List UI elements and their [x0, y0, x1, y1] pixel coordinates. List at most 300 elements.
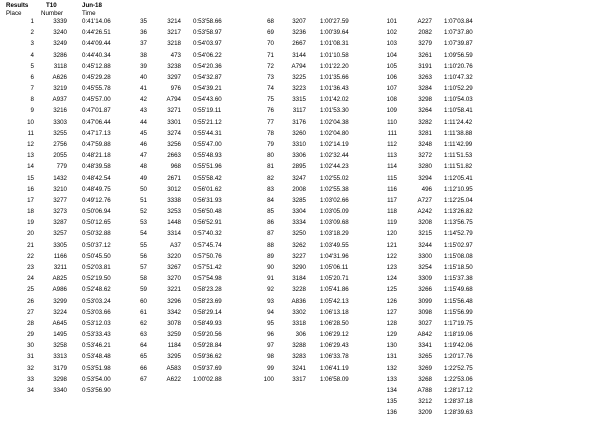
time-cell: 0:55'44.31 — [193, 129, 222, 137]
place-cell: 4 — [30, 51, 34, 59]
number-cell: 3298 — [53, 375, 67, 383]
place-cell: 130 — [386, 342, 397, 350]
time-cell: 1:02'32.44 — [320, 152, 349, 160]
results-heading: Results — [6, 2, 29, 9]
number-cell: A242 — [417, 208, 432, 216]
number-cell: 3209 — [418, 409, 432, 417]
place-cell: 129 — [386, 331, 397, 339]
time-cell: 1:11'51.53 — [444, 152, 473, 160]
time-cell: 1:05'20.71 — [320, 275, 349, 283]
time-cell: 0:53'54.00 — [82, 375, 111, 383]
number-cell: 1432 — [53, 174, 67, 182]
number-cell: 473 — [170, 51, 181, 59]
time-cell: 0:55'19.11 — [193, 107, 222, 115]
place-cell: 109 — [386, 107, 397, 115]
place-cell: 123 — [386, 263, 397, 271]
place-cell: 88 — [267, 241, 274, 249]
number-cell: A622 — [166, 375, 181, 383]
place-cell: 115 — [387, 174, 397, 182]
time-cell: 1:01'36.43 — [320, 85, 349, 93]
number-cell: 3220 — [167, 252, 181, 260]
number-cell: 2895 — [292, 163, 306, 171]
time-cell: 0:55'58.42 — [193, 174, 222, 182]
number-cell: 496 — [421, 185, 432, 193]
place-cell: 112 — [387, 140, 397, 148]
time-cell: 0:49'12.76 — [82, 196, 111, 204]
time-cell: 1:10'58.41 — [444, 107, 473, 115]
time-cell: 1:14'52.79 — [444, 230, 473, 238]
place-cell: 8 — [30, 96, 34, 104]
place-cell: 65 — [140, 353, 147, 361]
place-cell: 126 — [386, 297, 397, 305]
number-cell: A986 — [52, 286, 67, 294]
number-cell: 3219 — [53, 85, 67, 93]
time-cell: 1:15'37.38 — [444, 275, 473, 283]
number-cell: 3255 — [53, 129, 67, 137]
number-cell: A37 — [169, 241, 181, 249]
number-cell: 3273 — [53, 208, 67, 216]
number-cell: 3290 — [292, 263, 306, 271]
place-cell: 113 — [387, 152, 397, 160]
place-cell: 121 — [386, 241, 397, 249]
place-cell: 28 — [27, 319, 34, 327]
number-cell: 3265 — [418, 353, 432, 361]
time-cell: 0:53'58.66 — [193, 18, 222, 25]
time-cell: 1:22'52.75 — [444, 364, 473, 372]
time-cell: 1:15'56.99 — [444, 308, 473, 316]
place-cell: 100 — [263, 375, 274, 383]
time-cell: 1:19'42.06 — [444, 342, 473, 350]
time-cell: 0:47'06.44 — [82, 118, 111, 126]
number-cell: 1184 — [167, 342, 181, 350]
time-cell: 1:10'54.03 — [444, 96, 473, 104]
place-cell: 93 — [267, 297, 274, 305]
place-cell: 131 — [386, 353, 397, 361]
number-cell: 3184 — [292, 275, 306, 283]
place-cell: 99 — [267, 364, 274, 372]
place-cell: 54 — [140, 230, 147, 238]
place-cell: 104 — [386, 51, 397, 59]
number-cell: 3280 — [418, 163, 432, 171]
place-cell: 59 — [140, 286, 147, 294]
time-cell: 1:07'03.84 — [444, 18, 473, 25]
place-cell: 101 — [386, 18, 397, 25]
time-cell: 0:57'40.32 — [193, 230, 222, 238]
time-cell: 1:03'05.09 — [320, 208, 349, 216]
place-cell: 114 — [387, 163, 397, 171]
number-cell: 3250 — [292, 230, 306, 238]
place-cell: 116 — [387, 185, 397, 193]
time-cell: 1:11'38.88 — [444, 129, 473, 137]
time-cell: 0:50'45.50 — [82, 252, 111, 260]
number-cell: 3215 — [418, 230, 432, 238]
number-cell: 3341 — [418, 342, 432, 350]
number-cell: 1448 — [167, 219, 181, 227]
number-cell: 3218 — [167, 40, 181, 48]
number-cell: 3281 — [418, 129, 432, 137]
place-cell: 64 — [140, 342, 147, 350]
place-cell: 94 — [267, 308, 274, 316]
number-cell: A825 — [52, 275, 67, 283]
place-cell: 34 — [27, 386, 34, 394]
place-cell: 117 — [387, 196, 397, 204]
time-cell: 0:53'03.66 — [82, 308, 111, 316]
time-cell: 1:06'28.50 — [320, 319, 349, 327]
place-cell: 56 — [140, 252, 147, 260]
number-cell: 3027 — [418, 319, 432, 327]
place-cell: 81 — [267, 163, 274, 171]
place-cell: 134 — [386, 386, 397, 394]
number-cell: 2663 — [167, 152, 181, 160]
number-cell: 3117 — [292, 107, 306, 115]
number-cell: 3260 — [292, 129, 306, 137]
number-cell: 3225 — [292, 73, 306, 81]
number-cell: 3338 — [167, 196, 181, 204]
time-cell: 1:15'18.50 — [444, 263, 473, 271]
place-cell: 111 — [387, 129, 397, 137]
time-cell: 1:00'39.64 — [320, 29, 349, 37]
place-cell: 17 — [27, 196, 34, 204]
time-cell: 1:11'24.42 — [444, 118, 473, 126]
time-cell: 0:48'49.75 — [82, 185, 111, 193]
number-cell: 3012 — [167, 185, 181, 193]
place-cell: 72 — [267, 62, 274, 70]
time-cell: 1:06'29.12 — [320, 331, 349, 339]
number-cell: 3282 — [418, 118, 432, 126]
time-cell: 0:50'37.12 — [82, 241, 111, 249]
time-cell: 0:54'39.21 — [193, 85, 222, 93]
time-cell: 1:03'02.66 — [320, 196, 349, 204]
number-cell: 3216 — [53, 107, 67, 115]
place-cell: 38 — [140, 51, 147, 59]
time-cell: 0:59'37.69 — [193, 364, 222, 372]
number-cell: 3236 — [292, 29, 306, 37]
number-cell: A794 — [291, 62, 306, 70]
number-cell: 3262 — [292, 241, 306, 249]
place-cell: 80 — [267, 152, 274, 160]
number-cell: 3240 — [53, 29, 67, 37]
time-cell: 0:58'49.93 — [193, 319, 222, 327]
time-cell: 1:06'33.78 — [320, 353, 349, 361]
number-cell: 968 — [170, 163, 181, 171]
place-cell: 122 — [386, 252, 397, 260]
place-cell: 43 — [140, 107, 147, 115]
place-cell: 119 — [387, 219, 397, 227]
number-cell: 3287 — [53, 219, 67, 227]
place-cell: 48 — [140, 163, 147, 171]
place-cell: 128 — [386, 319, 397, 327]
place-cell: 89 — [267, 252, 274, 260]
time-cell: 1:12'25.04 — [444, 196, 473, 204]
time-cell: 1:07'39.87 — [444, 40, 473, 48]
time-cell: 1:09'56.59 — [444, 51, 473, 59]
number-cell: 3258 — [53, 342, 67, 350]
time-cell: 0:57'45.74 — [193, 241, 222, 249]
place-cell: 18 — [27, 208, 34, 216]
number-cell: 3221 — [167, 286, 181, 294]
number-cell: 3310 — [292, 140, 306, 148]
date-label: Jun-18 — [82, 2, 102, 9]
number-cell: 3256 — [167, 140, 181, 148]
time-cell: 0:50'12.65 — [82, 219, 111, 227]
number-cell: 3098 — [418, 308, 432, 316]
number-cell: 3277 — [53, 196, 67, 204]
number-cell: 3247 — [292, 174, 306, 182]
number-cell: 3340 — [53, 386, 67, 394]
time-cell: 0:58'23.28 — [193, 286, 222, 294]
number-cell: 3270 — [167, 275, 181, 283]
place-cell: 103 — [386, 40, 397, 48]
time-cell: 1:13'26.82 — [444, 208, 473, 216]
place-cell: 6 — [30, 73, 34, 81]
time-cell: 0:48'21.18 — [82, 152, 111, 160]
time-cell: 0:55'47.00 — [193, 140, 222, 148]
time-cell: 1:05'41.86 — [320, 286, 349, 294]
time-cell: 1:28'17.12 — [444, 386, 473, 394]
place-cell: 98 — [267, 353, 274, 361]
time-cell: 1:01'22.20 — [320, 62, 349, 70]
time-cell: 1:20'17.76 — [444, 353, 473, 361]
number-cell: 2082 — [418, 29, 432, 37]
time-cell: 0:58'29.14 — [193, 308, 222, 316]
place-cell: 107 — [386, 85, 397, 93]
place-cell: 51 — [140, 196, 147, 204]
place-cell: 55 — [140, 241, 147, 249]
time-cell: 1:01'42.02 — [320, 96, 349, 104]
time-cell: 1:00'27.59 — [320, 18, 349, 25]
time-cell: 1:17'19.75 — [444, 319, 473, 327]
number-cell: 3272 — [418, 152, 432, 160]
number-cell: 3302 — [292, 308, 306, 316]
place-cell: 77 — [267, 118, 274, 126]
place-cell: 92 — [267, 286, 274, 294]
time-cell: 0:59'28.84 — [193, 342, 222, 350]
number-cell: 3179 — [53, 364, 67, 372]
time-cell: 0:53'56.90 — [82, 386, 111, 394]
time-cell: 0:48'39.58 — [82, 163, 111, 171]
place-cell: 1 — [30, 18, 34, 25]
place-cell: 68 — [267, 18, 274, 25]
number-cell: 3294 — [418, 174, 432, 182]
number-cell: 3296 — [167, 297, 181, 305]
number-cell: 3261 — [418, 51, 432, 59]
number-cell: 3253 — [167, 208, 181, 216]
time-cell: 0:56'52.91 — [193, 219, 222, 227]
place-cell: 69 — [267, 29, 274, 37]
number-cell: 2756 — [53, 140, 67, 148]
number-cell: 3249 — [53, 40, 67, 48]
time-cell: 0:52'48.62 — [82, 286, 111, 294]
place-cell: 97 — [267, 342, 274, 350]
place-cell: 118 — [387, 208, 397, 216]
time-cell: 0:55'21.12 — [193, 118, 222, 126]
number-cell: 976 — [170, 85, 181, 93]
place-cell: 12 — [27, 140, 34, 148]
time-cell: 0:44'40.34 — [82, 51, 111, 59]
place-cell: 96 — [267, 331, 274, 339]
time-cell: 0:41'14.06 — [82, 18, 111, 25]
place-cell: 133 — [386, 375, 397, 383]
place-cell: 2 — [30, 29, 34, 37]
time-cell: 0:53'12.03 — [82, 319, 111, 327]
number-cell: 3342 — [167, 308, 181, 316]
time-cell: 0:53'48.48 — [82, 353, 111, 361]
time-cell: 0:52'03.81 — [82, 263, 111, 271]
time-cell: 1:28'37.18 — [444, 398, 473, 406]
number-cell: 3339 — [53, 18, 67, 25]
number-cell: 3208 — [418, 219, 432, 227]
time-cell: 1:04'31.96 — [320, 252, 349, 260]
time-cell: 1:01'10.58 — [320, 51, 349, 59]
number-cell: 3309 — [418, 275, 432, 283]
time-cell: 1:15'56.48 — [444, 297, 473, 305]
number-cell: 3306 — [292, 152, 306, 160]
place-cell: 82 — [267, 174, 274, 182]
place-cell: 32 — [27, 364, 34, 372]
place-cell: 58 — [140, 275, 147, 283]
time-cell: 0:54'20.36 — [193, 62, 222, 70]
number-cell: 2055 — [53, 152, 67, 160]
place-cell: 42 — [140, 96, 147, 104]
time-cell: 1:10'20.76 — [444, 62, 473, 70]
place-cell: 40 — [140, 73, 147, 81]
time-cell: 0:59'20.56 — [193, 331, 222, 339]
place-cell: 21 — [27, 241, 34, 249]
place-cell: 24 — [27, 275, 34, 283]
number-cell: 3313 — [53, 353, 67, 361]
place-cell: 3 — [30, 40, 34, 48]
place-cell: 106 — [386, 73, 397, 81]
time-cell: 1:06'41.19 — [320, 364, 349, 372]
time-cell: 1:02'04.80 — [320, 129, 349, 137]
number-column-header: Number — [41, 10, 64, 17]
place-cell: 41 — [140, 85, 147, 93]
number-cell: 3297 — [167, 73, 181, 81]
number-cell: 3305 — [53, 241, 67, 249]
place-cell: 105 — [386, 62, 397, 70]
place-cell: 127 — [386, 308, 397, 316]
time-cell: 0:47'01.87 — [82, 107, 111, 115]
number-cell: A227 — [417, 18, 432, 25]
time-cell: 1:02'44.23 — [320, 163, 349, 171]
time-cell: 1:06'58.09 — [320, 375, 349, 383]
place-cell: 86 — [267, 219, 274, 227]
place-cell: 67 — [140, 375, 147, 383]
time-cell: 0:50'06.94 — [82, 208, 111, 216]
time-cell: 1:00'02.88 — [193, 375, 222, 383]
event-label: T10 — [46, 2, 57, 9]
number-cell: 3284 — [418, 85, 432, 93]
number-cell: 3210 — [53, 185, 67, 193]
number-cell: 3118 — [53, 62, 67, 70]
place-cell: 23 — [27, 263, 34, 271]
place-cell: 50 — [140, 185, 147, 193]
time-cell: 0:44'09.44 — [82, 40, 111, 48]
place-cell: 70 — [267, 40, 274, 48]
time-cell: 0:53'51.98 — [82, 364, 111, 372]
time-column-header: Time — [82, 10, 96, 17]
time-cell: 0:58'23.69 — [193, 297, 222, 305]
time-cell: 1:01'53.30 — [320, 107, 349, 115]
place-cell: 39 — [140, 62, 147, 70]
place-cell: 26 — [27, 297, 34, 305]
number-cell: 3254 — [418, 263, 432, 271]
time-cell: 1:15'49.68 — [444, 286, 473, 294]
place-cell: 31 — [27, 353, 34, 361]
time-cell: 0:53'03.24 — [82, 297, 111, 305]
time-cell: 1:03'09.68 — [320, 219, 349, 227]
time-cell: 0:57'51.42 — [193, 263, 222, 271]
place-cell: 44 — [140, 118, 147, 126]
time-cell: 0:54'32.87 — [193, 73, 222, 81]
place-cell: 5 — [30, 62, 34, 70]
place-cell: 47 — [140, 152, 147, 160]
number-cell: 3317 — [292, 375, 306, 383]
time-cell: 1:15'02.97 — [444, 241, 473, 249]
place-cell: 35 — [140, 18, 147, 25]
place-cell: 108 — [386, 96, 397, 104]
number-cell: 3300 — [418, 252, 432, 260]
time-cell: 0:54'43.60 — [193, 96, 222, 104]
place-cell: 52 — [140, 208, 147, 216]
number-cell: 3301 — [167, 118, 181, 126]
place-cell: 83 — [267, 185, 274, 193]
place-cell: 78 — [267, 129, 274, 137]
number-cell: 3271 — [167, 107, 181, 115]
number-cell: 3263 — [418, 73, 432, 81]
number-cell: 3314 — [167, 230, 181, 238]
number-cell: 3268 — [418, 375, 432, 383]
number-cell: 3303 — [53, 118, 67, 126]
time-cell: 0:48'42.54 — [82, 174, 111, 182]
number-cell: 3241 — [292, 364, 306, 372]
time-cell: 1:12'05.41 — [444, 174, 473, 182]
number-cell: 3279 — [418, 40, 432, 48]
number-cell: 3191 — [418, 62, 432, 70]
number-cell: 3257 — [53, 230, 67, 238]
time-cell: 1:02'55.38 — [320, 185, 349, 193]
place-cell: 37 — [140, 40, 147, 48]
time-cell: 1:03'49.55 — [320, 241, 349, 249]
place-cell: 19 — [27, 219, 34, 227]
time-cell: 0:56'31.93 — [193, 196, 222, 204]
number-cell: 3099 — [418, 297, 432, 305]
place-cell: 36 — [140, 29, 147, 37]
place-cell: 57 — [140, 263, 147, 271]
time-cell: 0:47'59.88 — [82, 140, 111, 148]
time-cell: 1:11'51.82 — [444, 163, 473, 171]
number-cell: 3274 — [167, 129, 181, 137]
number-cell: 3228 — [292, 286, 306, 294]
place-cell: 30 — [27, 342, 34, 350]
time-cell: 0:53'46.21 — [82, 342, 111, 350]
time-cell: 1:28'39.63 — [444, 409, 473, 417]
place-cell: 14 — [27, 163, 34, 171]
place-cell: 15 — [27, 174, 34, 182]
number-cell: 3267 — [167, 263, 181, 271]
place-cell: 95 — [267, 319, 274, 327]
place-cell: 75 — [267, 96, 274, 104]
number-cell: 3214 — [167, 18, 181, 25]
time-cell: 0:57'54.98 — [193, 275, 222, 283]
time-cell: 1:07'37.80 — [444, 29, 473, 37]
number-cell: 3176 — [292, 118, 306, 126]
number-cell: 3207 — [292, 18, 306, 25]
time-cell: 1:06'13.18 — [320, 308, 349, 316]
time-cell: 0:53'33.43 — [82, 331, 111, 339]
place-cell: 45 — [140, 129, 147, 137]
number-cell: 3217 — [167, 29, 181, 37]
